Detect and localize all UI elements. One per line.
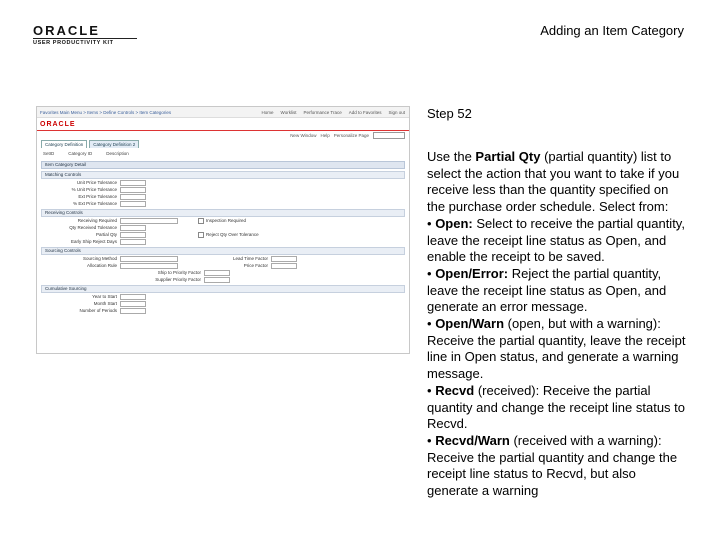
option-item: [427, 433, 689, 500]
section-matching[interactable]: Matching Controls: [41, 171, 405, 179]
form-row: [37, 231, 409, 238]
month-start-input[interactable]: [120, 301, 146, 307]
reject-qty-checkbox[interactable]: [198, 232, 204, 238]
field-label: Sourcing Method: [82, 256, 117, 261]
intro-text: Use the: [427, 149, 476, 164]
page-tabs: [37, 140, 409, 148]
field-label: Ship to Priority Factor: [157, 270, 201, 275]
toolbar-personalize[interactable]: Personalize Page: [333, 133, 369, 138]
partial-qty-select[interactable]: [120, 232, 146, 238]
field-label: Allocation Rule: [86, 263, 117, 268]
section-sourcing[interactable]: Sourcing Controls: [41, 247, 405, 255]
checkbox-label: Inspection Required: [206, 218, 247, 223]
category-id-label: Category ID: [68, 151, 93, 156]
bullet: •: [427, 432, 432, 448]
ext-price-tolerance-input[interactable]: [120, 194, 146, 200]
option-name: Open/Warn: [435, 316, 505, 332]
logo-subtitle: USER PRODUCTIVITY KIT: [33, 40, 114, 46]
toolbar-new-window[interactable]: New Window: [290, 133, 317, 138]
top-nav: [262, 110, 409, 115]
grid-header: Item Category Detail: [41, 161, 405, 169]
price-factor-input[interactable]: [271, 263, 297, 269]
option-description: Select to receive the partial quantity, leave the receipt line status as Open, and enable the receipt to be saved.: [427, 215, 685, 265]
form-row: [37, 307, 409, 314]
field-label: % Ext Price Tolerance: [73, 201, 117, 206]
checkbox-label: Reject Qty Over Tolerance: [206, 232, 259, 237]
nav-add-favorites[interactable]: Add to Favorites: [348, 109, 382, 115]
document-title: Adding an Item Category: [540, 23, 684, 38]
form-row: [37, 255, 409, 262]
field-label: Month Start: [93, 301, 117, 306]
toolbar-help[interactable]: Help: [320, 133, 330, 138]
pct-unit-price-tolerance-input[interactable]: [120, 187, 146, 193]
application-screenshot: [36, 106, 410, 354]
form-row: [37, 179, 409, 186]
option-name: Recvd/Warn: [435, 432, 510, 448]
lead-time-factor-input[interactable]: [271, 256, 297, 262]
form-row: [37, 238, 409, 245]
form-row: [37, 300, 409, 307]
nav-performance-trace[interactable]: Performance Trace: [303, 109, 342, 115]
option-description: (received with a warning): Receive the partial quantity and change the receipt line status to Recvd, but also generate a warning: [427, 432, 678, 499]
field-label: Receiving Required: [77, 218, 117, 223]
form-row: [37, 293, 409, 300]
form-row: [37, 193, 409, 200]
oracle-upk-logo: [33, 24, 173, 48]
option-description: (received): Receive the partial quantity and change the receipt line status to Recvd.: [427, 382, 686, 432]
toolbar-select[interactable]: [373, 132, 405, 139]
logo-rule: [33, 38, 137, 39]
pct-ext-price-tolerance-input[interactable]: [120, 201, 146, 207]
field-label: Year to Start: [92, 294, 117, 299]
bullet: •: [427, 382, 432, 398]
option-item: [427, 266, 689, 316]
ship-to-priority-input[interactable]: [204, 270, 230, 276]
form-row: [37, 217, 409, 224]
allocation-rule-select[interactable]: [120, 263, 178, 269]
app-toolbar: [37, 131, 409, 140]
intro-field-name: Partial Qty: [475, 149, 541, 164]
early-ship-reject-input[interactable]: [120, 239, 146, 245]
description-label: Description: [106, 151, 129, 156]
option-name: Recvd: [435, 382, 475, 398]
step-label: Step 52: [427, 106, 472, 121]
qty-received-tolerance-input[interactable]: [120, 225, 146, 231]
unit-price-tolerance-input[interactable]: [120, 180, 146, 186]
key-fields: [37, 148, 409, 159]
sourcing-method-select[interactable]: [120, 256, 178, 262]
breadcrumb[interactable]: Favorites Main Menu > Items > Define Controls > Item Categories: [40, 109, 172, 115]
bullet: •: [427, 265, 432, 281]
field-label: Partial Qty: [95, 232, 117, 237]
option-item: [427, 216, 689, 266]
field-label: Price Factor: [243, 263, 268, 268]
form-row: [37, 276, 409, 283]
app-top-bar: [37, 107, 409, 118]
nav-home[interactable]: Home: [261, 109, 274, 115]
year-to-start-input[interactable]: [120, 294, 146, 300]
form-row: [37, 186, 409, 193]
receiving-required-select[interactable]: [120, 218, 178, 224]
intro-text: (partial quantity) list to select the action that you want to take if you receive less than the quantity specified on the purchase order schedule. Select from:: [427, 149, 680, 215]
field-label: Supplier Priority Factor: [155, 277, 201, 282]
field-label: Qty Received Tolerance: [69, 225, 117, 230]
form-row: [37, 200, 409, 207]
step-instructions: [427, 149, 689, 500]
field-label: % Unit Price Tolerance: [71, 187, 117, 192]
bullet: •: [427, 316, 432, 332]
supplier-priority-input[interactable]: [204, 277, 230, 283]
logo-brand: ORACLE: [33, 23, 100, 38]
option-item: [427, 316, 689, 383]
field-label: Ext Price Tolerance: [78, 194, 117, 199]
instruction-intro: [427, 149, 689, 216]
option-description: Reject the partial quantity, leave the receipt line status as Open, and generate an error message.: [427, 265, 667, 315]
form-row: [37, 262, 409, 269]
option-name: Open:: [435, 215, 473, 231]
nav-worklist[interactable]: Worklist: [280, 109, 297, 115]
field-label: Number of Periods: [79, 308, 117, 313]
nav-sign-out[interactable]: Sign out: [388, 109, 405, 115]
form-row: [37, 224, 409, 231]
field-label: Lead Time Factor: [232, 256, 268, 261]
app-oracle-logo: ORACLE: [40, 120, 76, 128]
number-of-periods-input[interactable]: [120, 308, 146, 314]
option-description: (open, but with a warning): Receive the partial quantity, leave the receipt line in Open status, and generate a warning message.: [427, 316, 686, 382]
option-name: Open/Error:: [435, 265, 509, 281]
setid-label: SetID: [43, 151, 55, 156]
section-cumulative[interactable]: Cumulative Sourcing: [41, 285, 405, 293]
field-label: Early Ship Reject Days: [70, 239, 117, 244]
field-label: Unit Price Tolerance: [76, 180, 117, 185]
form-row: [37, 269, 409, 276]
option-item: [427, 383, 689, 433]
app-brand-bar: [37, 118, 409, 131]
inspection-required-checkbox[interactable]: [198, 218, 204, 224]
tab-category-definition-2[interactable]: Category Definition 2: [89, 140, 139, 148]
tab-category-definition[interactable]: Category Definition: [41, 140, 87, 148]
bullet: •: [427, 215, 432, 231]
section-receiving[interactable]: Receiving Controls: [41, 209, 405, 217]
